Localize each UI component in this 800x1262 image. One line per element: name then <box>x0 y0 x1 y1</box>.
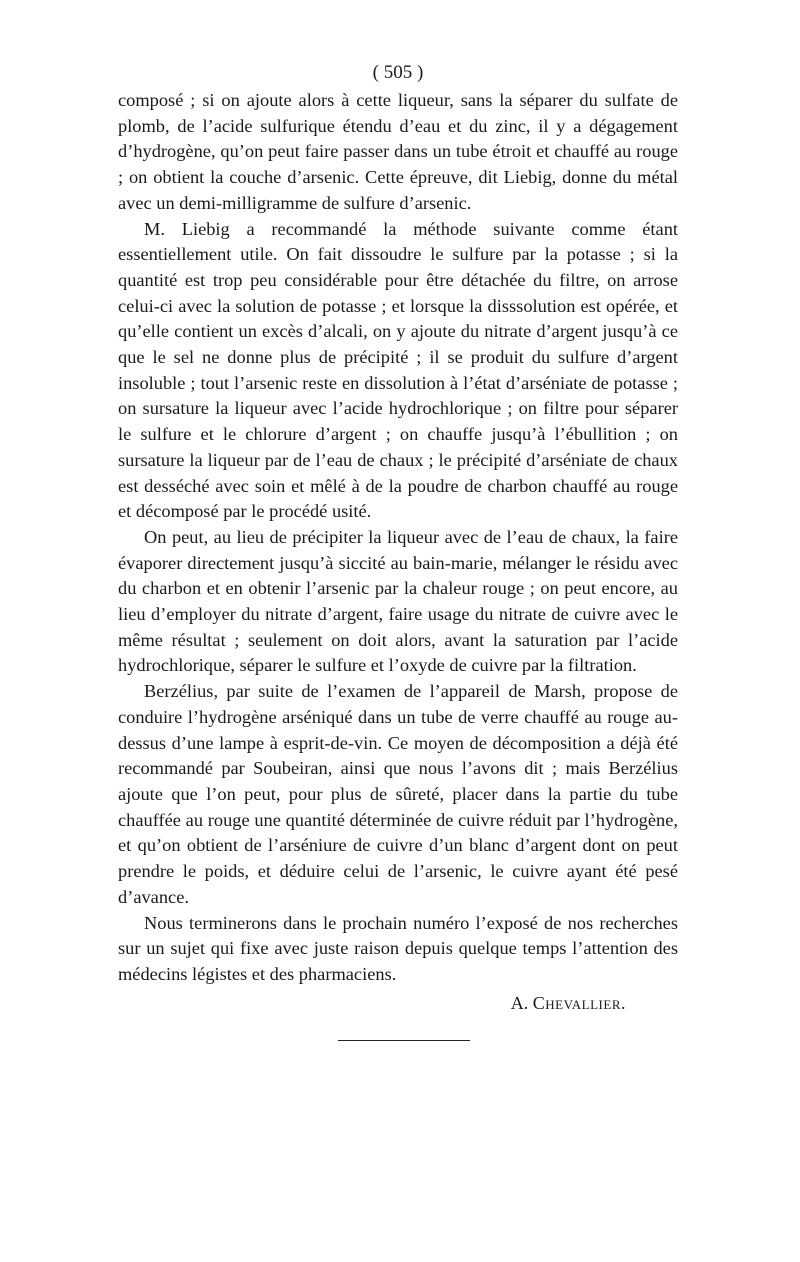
page <box>118 62 678 1041</box>
signature-initial: A. <box>510 992 529 1013</box>
paragraph-conclusion: Nous terminerons dans le prochain numéro l’exposé de nos recherches sur un sujet qui fixe avec juste raison depuis quelque temps l’attention des médecins légistes et des pharmaciens. <box>118 912 678 984</box>
signature <box>118 990 678 1016</box>
signature-name: Chevallier. <box>532 992 626 1013</box>
paragraph-alternative: On peut, au lieu de précipiter la liqueur avec de l’eau de chaux, la faire évaporer directement jusqu’à siccité au bain-marie, mélanger le résidu avec du charbon et en obtenir l’arsenic par la chaleur rouge ; on peut encore, au lieu d’employer du nitrate d’argent, faire usage du nitrate de cuivre avec le même résultat ; seulement on doit alors, avant la saturation par l’acide hydrochlorique, séparer le sulfure et l’oxyde de cuivre par la filtration. <box>118 526 678 676</box>
paragraph-liebig-method: M. Liebig a recommandé la méthode suivante comme étant essentiellement utile. On fait dissoudre le sulfure par la potasse ; si la quantité est trop peu considérable pour être détachée du filtre, on arrose celui-ci avec la solution de potasse ; et lorsque la disssolution est opérée, et qu’elle contient un excès d’alcali, on y ajoute du nitrate d’argent jusqu’à ce que le sel ne donne plus de précipité ; il se produit du sulfure d’argent insoluble ; tout l’arsenic reste en dissolution à l’état d’arséniate de potasse ; on sursature la liqueur avec l’acide hydrochlorique ; on filtre pour séparer le sulfure et le chlorure d’argent ; on chauffe jusqu’à l’ébullition ; on sursature la liqueur par de l’eau de chaux ; le précipité d’arséniate de chaux est desséché avec soin et mêlé à de la poudre de charbon chauffé au rouge et décomposé par le procédé usité. <box>118 218 678 522</box>
page-number: ( 505 ) <box>372 62 424 83</box>
closing-rule <box>338 1040 470 1041</box>
paragraph-continuation: composé ; si on ajoute alors à cette liqueur, sans la séparer du sulfate de plomb, de l’acide sulfurique étendu d’eau et du zinc, il y a dégagement d’hydrogène, qu’on peut faire passer dans un tube étroit et chauffé au rouge ; on obtient la couche d’arsenic. Cette épreuve, dit Liebig, donne du métal avec un demi-milligramme de sulfure d’arsenic. <box>118 90 678 213</box>
paragraph-berzelius: Berzélius, par suite de l’examen de l’appareil de Marsh, propose de conduire l’hydrogène arséniqué dans un tube de verre chauffé au rouge au-dessus d’une lampe à esprit-de-vin. Ce moyen de décomposition a déjà été recommandé par Soubeiran, ainsi que nous l’avons dit ; mais Berzélius ajoute que l’on peut, pour plus de sûreté, placer dans la partie du tube chauffée au rouge une quantité déterminée de cuivre réduit par l’hydrogène, et qu’on obtient de l’arséniure de cuivre d’un blanc d’argent dont on peut prendre le poids, et déduire celui de l’arsenic, le cuivre ayant été pesé d’avance. <box>118 681 678 907</box>
